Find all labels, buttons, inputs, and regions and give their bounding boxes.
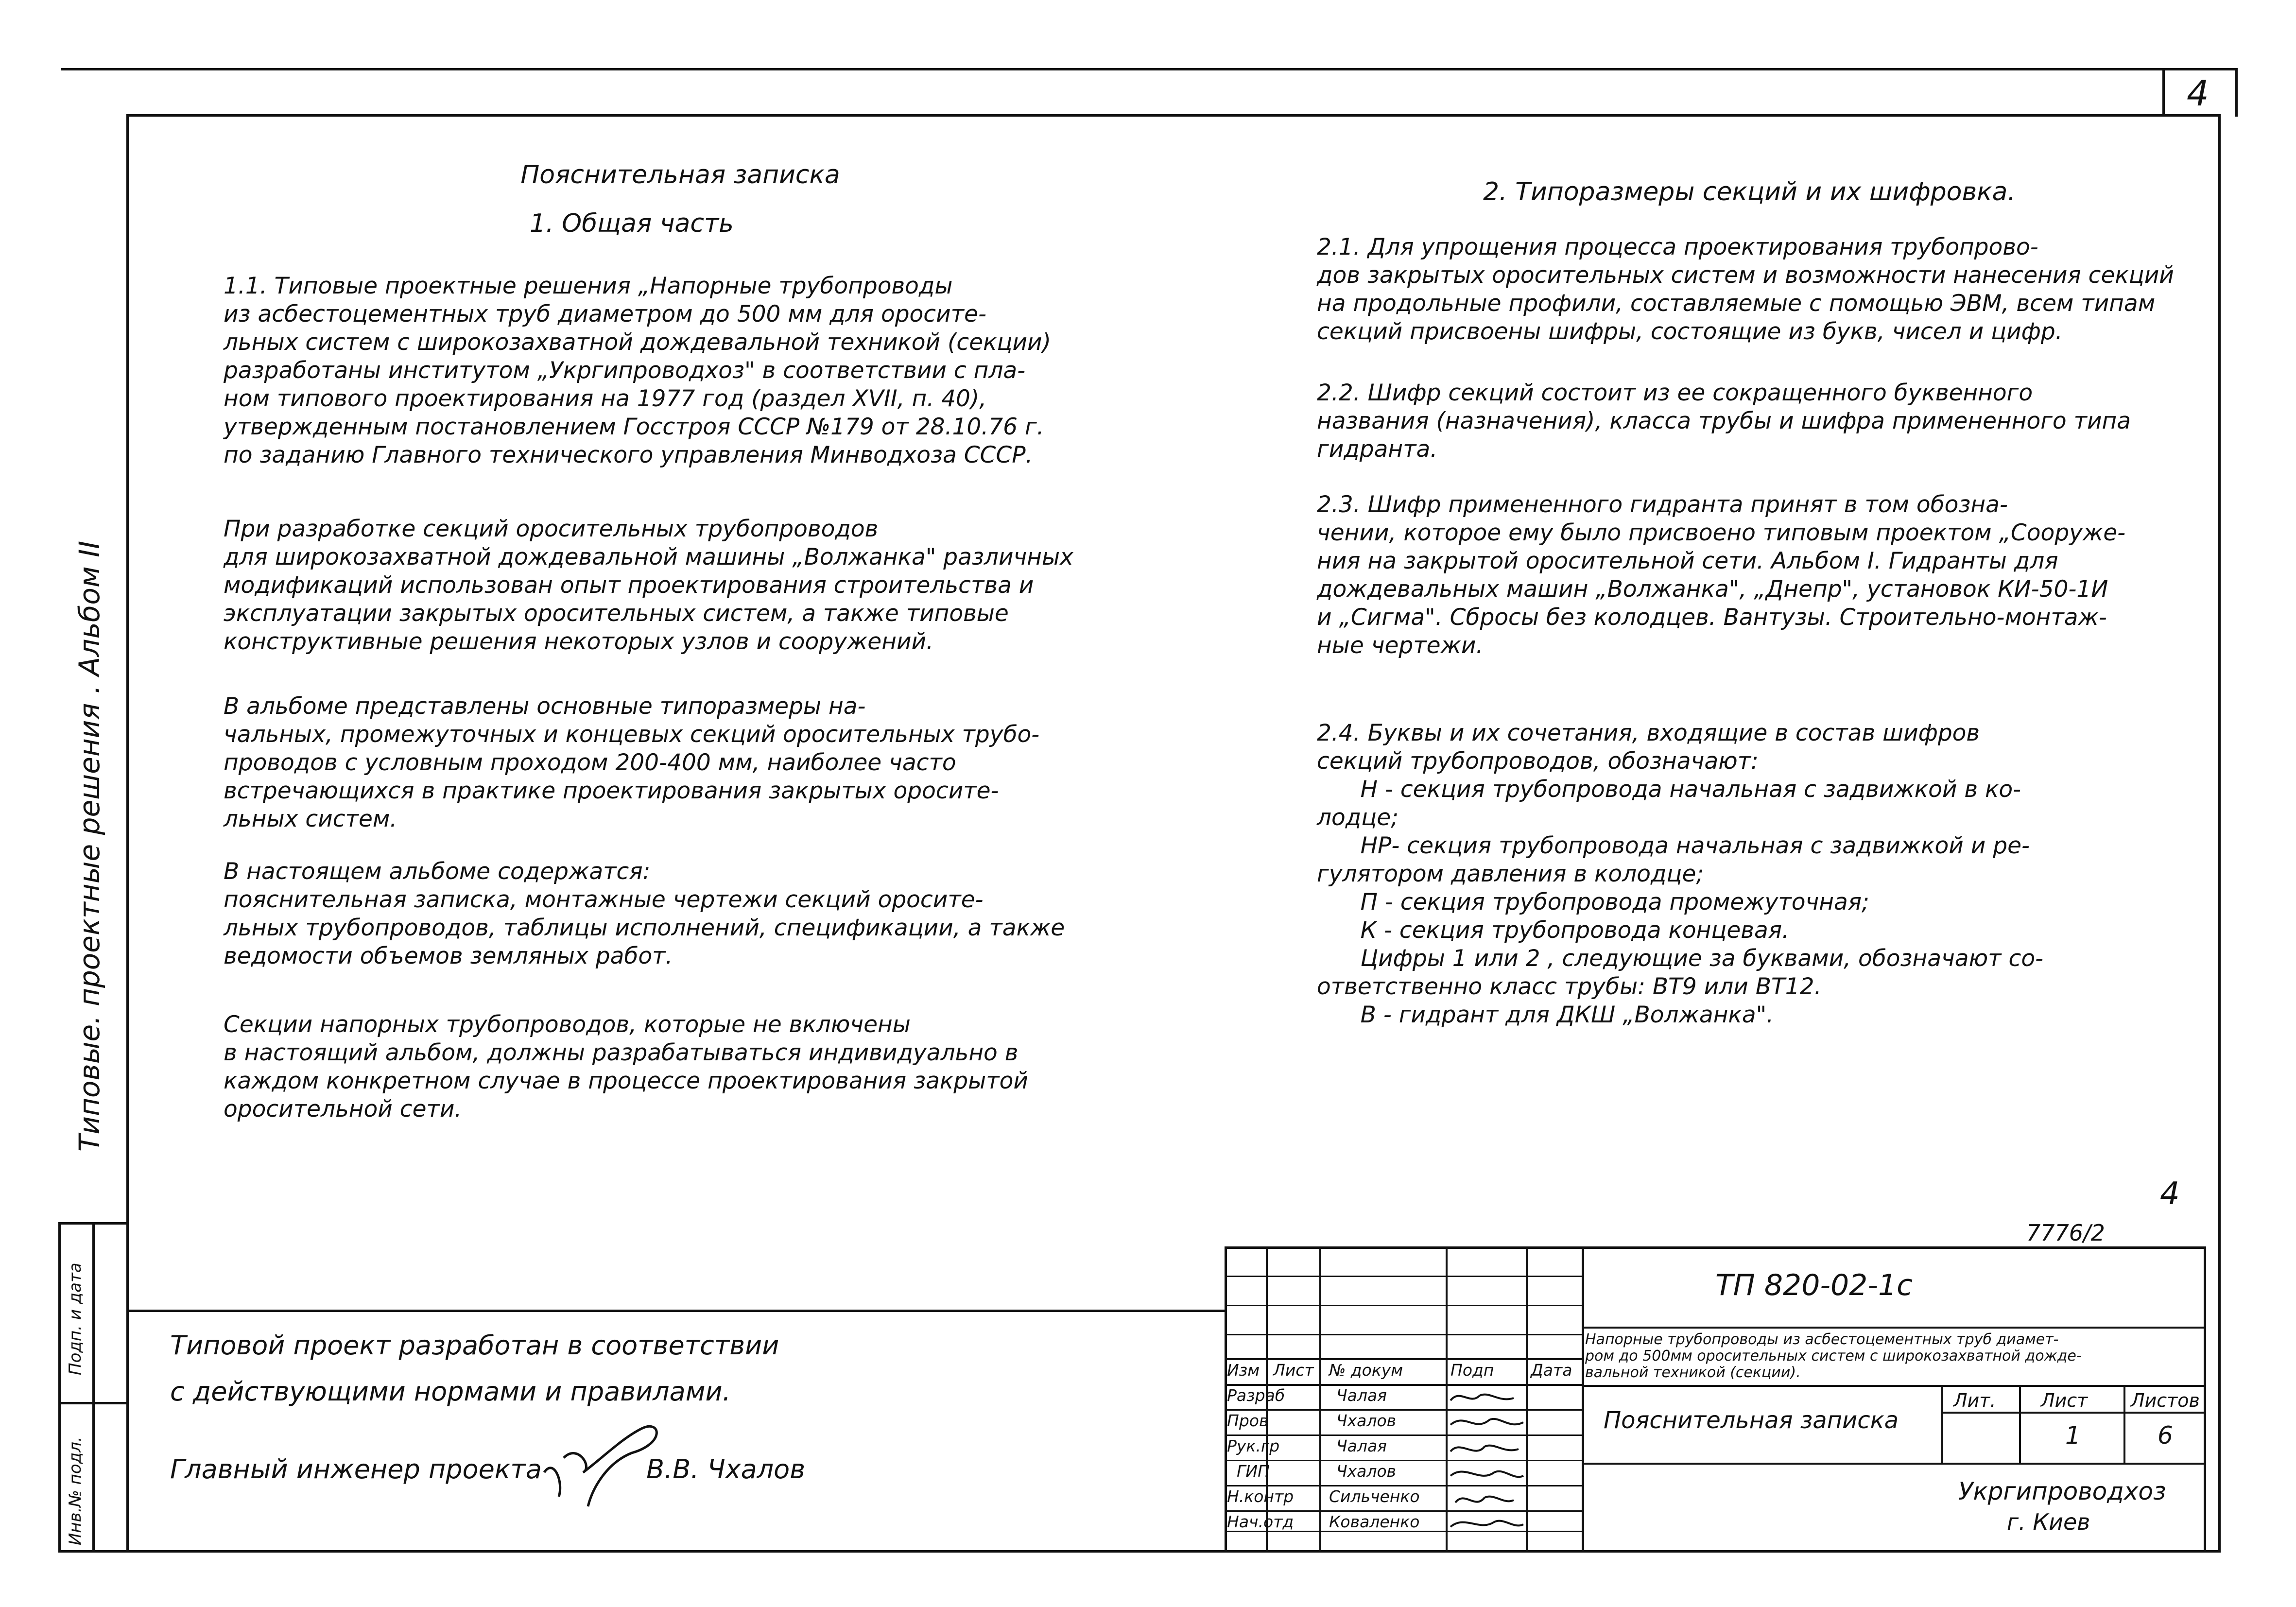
header-date: Дата bbox=[1531, 1361, 1572, 1380]
tb-h4 bbox=[1225, 1358, 1584, 1360]
tb-h2 bbox=[1225, 1305, 1584, 1306]
doc-code: ТП 820-02-1с bbox=[1715, 1268, 1913, 1302]
page-title: Пояснительная записка bbox=[520, 160, 840, 190]
tb-v5 bbox=[1582, 1246, 1584, 1553]
org-city: г. Киев bbox=[2007, 1509, 2090, 1535]
paragraph-design-experience: При разработке секций оросительных трубопроводов для широкозахватной дождевальной машины „Волжанка" различных модификаций использован опыт проектирования строительства и эксплуатации закрытых оросительных систем, а также типовые конструктивные решения некоторых узлов и сооружений. bbox=[224, 516, 1073, 655]
role-0: Разраб bbox=[1227, 1386, 1285, 1405]
frame-right bbox=[2218, 114, 2221, 1553]
role-3: ГИП bbox=[1237, 1462, 1270, 1481]
stamp-col-top bbox=[58, 1222, 129, 1225]
name-2: Чалая bbox=[1336, 1436, 1387, 1455]
paragraph-not-included: Секции напорных трубопроводов, которые не включены в настоящий альбом, должны разрабатываться индивидуально в каждом конкретном случае в процессе проектирования закрытой оросительной сети. bbox=[224, 1011, 1028, 1123]
paragraph-album-includes: В настоящем альбоме содержатся: пояснительная записка, монтажные чертежи секций оросите- льных трубопроводов, таблицы исполнений, спецификации, а также ведомости объемов земляных работ. bbox=[224, 858, 1065, 969]
tb-code-bottom bbox=[1582, 1327, 2206, 1329]
paragraph-2-3: 2.3. Шифр примененного гидранта принят в том обозна- чении, которое ему было присвоено типовым проектом „Сооруже- ния на закрытой оросительной сети. Альбом I. Гидранты для дождевальных машин „Волжанка", „Днепр", установок КИ-50-1И и „Сигма". Сбросы без колодцев. Вантузы. Строительно-монтаж- ные чертежи. bbox=[1317, 491, 2126, 659]
tb-h9 bbox=[1225, 1485, 1584, 1486]
side-album-label: Типовые. проектные решения . Альбом II bbox=[73, 540, 106, 1152]
tb-lit-v1 bbox=[1941, 1385, 1943, 1463]
header-sign: Подп bbox=[1450, 1361, 1494, 1380]
name-5: Коваленко bbox=[1329, 1512, 1420, 1531]
tb-h1 bbox=[1225, 1276, 1584, 1277]
org-name: Укргипроводхоз bbox=[1958, 1477, 2166, 1505]
tb-v2 bbox=[1319, 1246, 1321, 1553]
tb-lit-h bbox=[1941, 1412, 2206, 1414]
approval-top bbox=[126, 1310, 1225, 1312]
sheet-box-right bbox=[2235, 68, 2238, 117]
archive-code: 7776/2 bbox=[2026, 1220, 2105, 1246]
sheet-title: Пояснительная записка bbox=[1604, 1407, 1899, 1434]
frame-bottom bbox=[58, 1550, 2221, 1553]
tb-desc-bottom bbox=[1582, 1385, 2206, 1387]
tb-right bbox=[2204, 1246, 2206, 1553]
stamp-col-sep bbox=[58, 1402, 129, 1404]
top-sheet-number: 4 bbox=[2187, 73, 2209, 114]
header-list: Лист bbox=[1273, 1361, 1314, 1380]
paragraph-2-1: 2.1. Для упрощения процесса проектирования трубопрово- дов закрытых оросительных систем и возможности нанесения секций на продольные профили, составляемые с помощью ЭВМ, всем типам секций присвоены шифры, состоящие из букв, чисел и цифр. bbox=[1317, 234, 2174, 345]
tb-h10 bbox=[1225, 1510, 1584, 1512]
tb-sheet-bottom bbox=[1582, 1463, 2206, 1465]
doc-description: Напорные трубопроводы из асбестоцементных труб диамет- ром до 500мм оросительных систем с широкозахватной дожде- вальной техникой (секции). bbox=[1585, 1331, 2082, 1381]
section-2-heading: 2. Типоразмеры секций и их шифровка. bbox=[1483, 177, 2016, 207]
role-2: Рук.гр bbox=[1227, 1436, 1280, 1455]
side-stamp-inv: Инв.№ подл. bbox=[66, 1436, 85, 1545]
stamp-col-left bbox=[58, 1222, 61, 1553]
tb-h8 bbox=[1225, 1460, 1584, 1461]
stamp-col-mid bbox=[92, 1222, 95, 1553]
sheets-value: 6 bbox=[2158, 1421, 2173, 1450]
sheet-box-left bbox=[2162, 68, 2165, 117]
paragraph-album-contents: В альбоме представлены основные типоразмеры на- чальных, промежуточных и концевых секций оросительных трубо- проводов с условным проходом 200-400 мм, наиболее часто встречающихся в практике проектирования закрытых оросите- льных систем. bbox=[224, 693, 1040, 832]
signatures bbox=[1446, 1386, 1528, 1532]
name-0: Чалая bbox=[1336, 1386, 1387, 1405]
name-1: Чхалов bbox=[1336, 1411, 1397, 1430]
tb-lit-v2 bbox=[2019, 1385, 2021, 1463]
approval-line-1: Типовой проект разработан в соответствии bbox=[170, 1330, 779, 1361]
role-4: Н.контр bbox=[1227, 1487, 1294, 1506]
header-izm: Изм bbox=[1227, 1361, 1260, 1380]
approval-line-2: с действующими нормами и правилами. bbox=[170, 1376, 731, 1407]
paragraph-2-4: 2.4. Буквы и их сочетания, входящие в состав шифров секций трубопроводов, обозначают: Н - секция трубопровода начальная с задвижкой в ко- лодце; НР- секция трубопровода начальная с задвижкой и ре- гулятором давления в колодце; П - секция трубопровода промежуточная; К - секция трубопровода концевая. Цифры 1 или 2 , следующие за буквами, обозначают со- ответственно класс трубы: ВТ9 или ВТ12. В - гидрант для ДКШ „Волжанка". bbox=[1317, 720, 2044, 1028]
sheets-label: Листов bbox=[2131, 1390, 2200, 1411]
tb-h3 bbox=[1225, 1334, 1584, 1335]
section-1-heading: 1. Общая часть bbox=[530, 209, 734, 238]
sheet-number-small: 4 bbox=[2160, 1176, 2180, 1212]
frame-top bbox=[126, 114, 2221, 117]
tb-h6 bbox=[1225, 1409, 1584, 1411]
role-5: Нач.отд bbox=[1227, 1512, 1294, 1531]
name-3: Чхалов bbox=[1336, 1462, 1397, 1481]
role-1: Пров bbox=[1227, 1411, 1269, 1430]
side-stamp-sign: Подп. и дата bbox=[66, 1262, 85, 1375]
top-rule bbox=[61, 68, 2235, 70]
frame-left bbox=[126, 114, 129, 1553]
chief-engineer-name: В.В. Чхалов bbox=[646, 1454, 806, 1485]
tb-top bbox=[1225, 1246, 2206, 1249]
lit-label: Лит. bbox=[1953, 1390, 1996, 1411]
sheet-label: Лист bbox=[2041, 1390, 2088, 1411]
approval-line-3: Главный инженер проекта bbox=[170, 1454, 542, 1485]
sheet-value: 1 bbox=[2065, 1421, 2081, 1450]
paragraph-2-2: 2.2. Шифр секций состоит из ее сокращенного буквенного названия (назначения), класса трубы и шифра примененного типа гидранта. bbox=[1317, 380, 2131, 463]
paragraph-1-1: 1.1. Типовые проектные решения „Напорные трубопроводы из асбестоцементных труб диаметром до 500 мм для оросите- льных систем с широкозахватной дождевальной техникой (секции) разработаны институтом „Укргипроводхоз" в соответствии с пла- ном типового проектирования на 1977 год (раздел XVII, п. 40), утвержденным постановлением Госстроя СССР №179 от 28.10.76 г. по заданию Главного технического управления Минводхоза СССР. bbox=[224, 273, 1051, 468]
name-4: Сильченко bbox=[1329, 1487, 1420, 1506]
tb-lit-v3 bbox=[2123, 1385, 2125, 1463]
tb-h7 bbox=[1225, 1434, 1584, 1436]
header-doc: № докум bbox=[1329, 1361, 1403, 1380]
